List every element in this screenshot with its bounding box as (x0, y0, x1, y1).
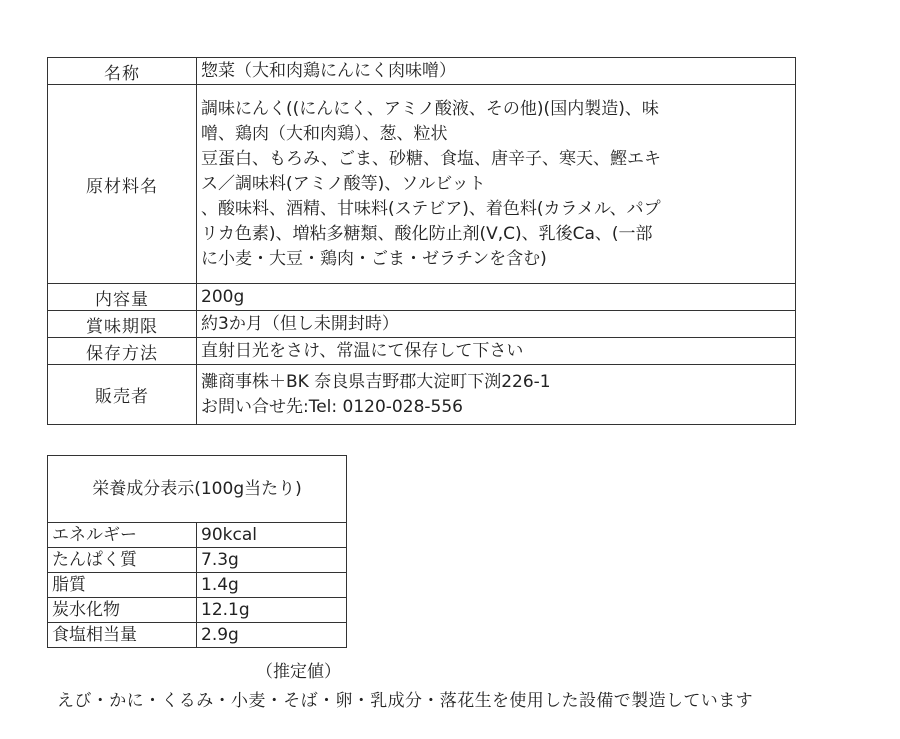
label-key: 保存方法 (48, 338, 197, 365)
label-value (197, 284, 796, 311)
nutrient-value: 1.4g (197, 573, 347, 598)
nutrient-value: 7.3g (197, 548, 347, 573)
value-line: 200g (201, 286, 245, 307)
label-value (197, 338, 796, 365)
nutrition-facts-table (47, 455, 347, 648)
nutrient-value: 12.1g (197, 598, 347, 623)
value-line: リカ色素)、増粘多糖類、酸化防止剤(V,C)、乳後Ca、(一部 (201, 223, 653, 244)
label-row-content (48, 284, 796, 311)
nutrition-row (48, 548, 347, 573)
value-line: 豆蛋白、もろみ、ごま、砂糖、食塩、唐辛子、寒天、鰹エキ (201, 148, 662, 169)
label-value (197, 311, 796, 338)
nutrient-name: エネルギー (48, 523, 197, 548)
value-line: に小麦・大豆・鶏肉・ごま・ゼラチンを含む) (201, 248, 547, 269)
label-key: 販売者 (48, 365, 197, 425)
label-key: 内容量 (48, 284, 197, 311)
nutrient-value: 2.9g (197, 623, 347, 648)
value-line: 約3か月（但し未開封時） (201, 313, 399, 334)
label-value (197, 85, 796, 284)
value-line: 惣菜（大和肉鶏にんにく肉味噌） (201, 60, 456, 81)
label-value (197, 365, 796, 425)
nutrition-row (48, 573, 347, 598)
nutrient-name: 炭水化物 (48, 598, 197, 623)
label-row-best-before (48, 311, 796, 338)
value-line: 直射日光をさけ、常温にて保存して下さい (201, 340, 524, 361)
value-line: お問い合せ先:Tel: 0120-028-556 (201, 396, 463, 417)
value-line: 灘商事株＋BK 奈良県吉野郡大淀町下渕226-1 (201, 371, 551, 392)
nutrient-name: 脂質 (48, 573, 197, 598)
nutrient-name: 食塩相当量 (48, 623, 197, 648)
value-line: ス／調味料(アミノ酸等)、ソルビット (201, 173, 486, 194)
label-row-ingredients (48, 85, 796, 284)
product-label-table (47, 57, 796, 425)
label-row-seller (48, 365, 796, 425)
value-line: 、酸味料、酒精、甘味料(ステビア)、着色料(カラメル、パプ (201, 198, 661, 219)
nutrition-row (48, 523, 347, 548)
label-row-name (48, 58, 796, 85)
estimate-note: （推定値） (256, 662, 341, 682)
label-value (197, 58, 796, 85)
value-line: 噌、鶏肉（大和肉鶏）、葱、粒状 (201, 123, 448, 144)
nutrition-header: 栄養成分表示(100g当たり) (48, 456, 347, 523)
nutrition-row (48, 623, 347, 648)
nutrition-row (48, 598, 347, 623)
label-row-storage (48, 338, 796, 365)
label-key: 賞味期限 (48, 311, 197, 338)
nutrition-header-row (48, 456, 347, 523)
allergen-note: えび・かに・くるみ・小麦・そば・卵・乳成分・落花生を使用した設備で製造しています (57, 691, 753, 711)
label-key: 名称 (48, 58, 197, 85)
value-line: 調味にんく((にんにく、アミノ酸液、その他)(国内製造)、味 (201, 98, 659, 119)
nutrient-name: たんぱく質 (48, 548, 197, 573)
nutrient-value: 90kcal (197, 523, 347, 548)
label-key: 原材料名 (48, 85, 197, 284)
